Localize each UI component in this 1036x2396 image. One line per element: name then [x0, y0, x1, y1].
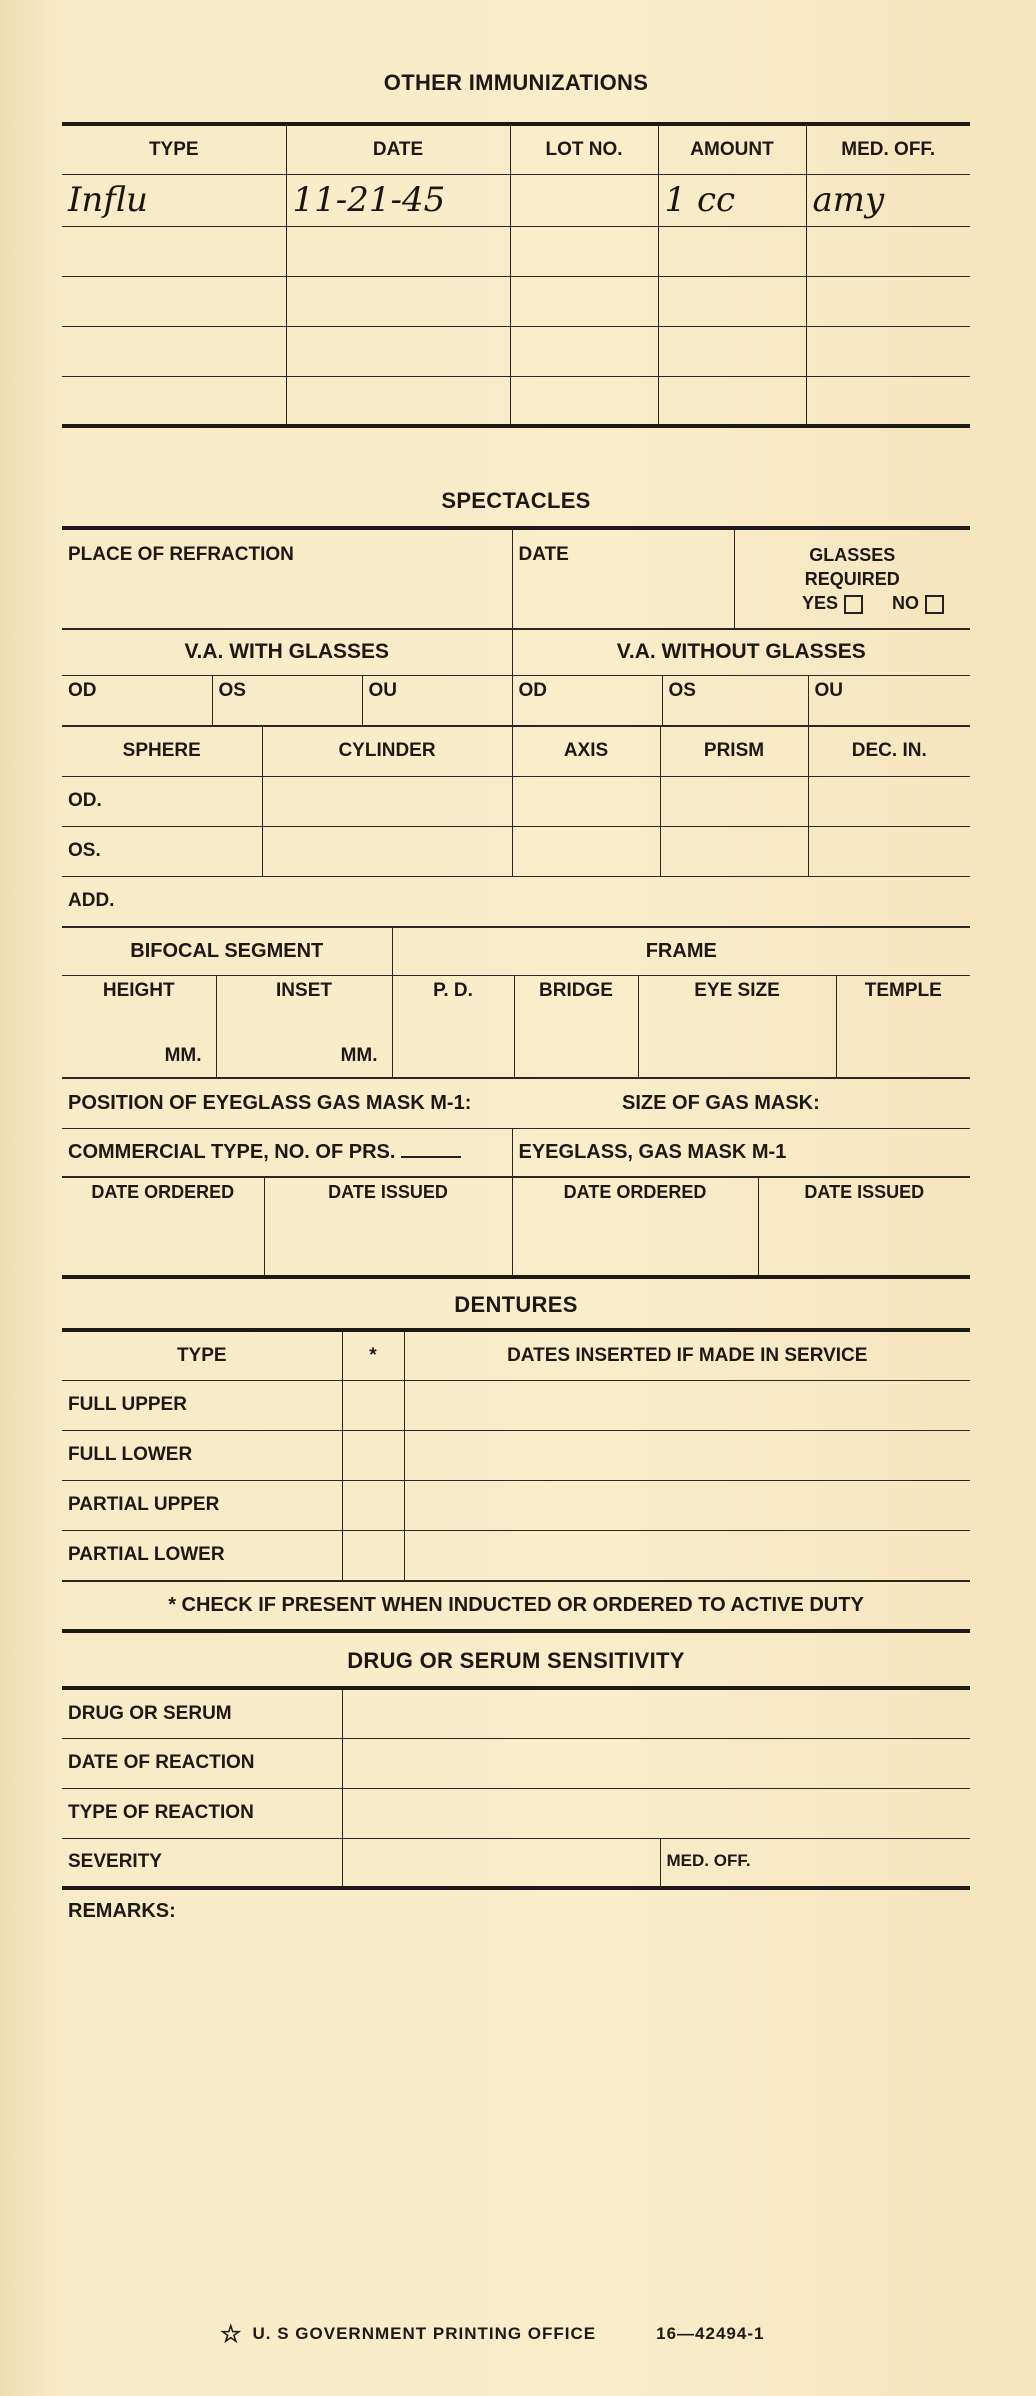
ou-label: OU: [814, 679, 844, 701]
imm-header-type: TYPE: [62, 124, 286, 174]
imm-cell[interactable]: [510, 226, 658, 276]
partial-upper-checkbox[interactable]: [342, 1480, 404, 1530]
os-prism-field[interactable]: [660, 826, 808, 876]
od-label: OD: [518, 679, 548, 701]
height-label: HEIGHT: [102, 979, 175, 1001]
imm-cell[interactable]: [62, 326, 286, 376]
commercial-date-ordered[interactable]: [62, 1177, 264, 1277]
ou-label: OU: [368, 679, 397, 701]
imm-cell[interactable]: [658, 226, 806, 276]
height-mm-label: MM.: [164, 1044, 202, 1066]
height-field[interactable]: [62, 975, 216, 1077]
imm-entry-amount[interactable]: 1 cc: [658, 174, 806, 226]
inset-mm-label: MM.: [340, 1044, 378, 1066]
sensitivity-title: DRUG OR SERUM SENSITIVITY: [347, 1648, 685, 1673]
imm-cell[interactable]: [62, 226, 286, 276]
os-row-label: OS.: [68, 840, 101, 861]
dentures-title: DENTURES: [454, 1292, 578, 1317]
imm-cell[interactable]: [806, 276, 970, 326]
dentures-table: [62, 1328, 970, 1633]
add-label: ADD.: [68, 890, 115, 911]
os-label: OS: [668, 679, 696, 701]
date-of-reaction-field[interactable]: [342, 1738, 970, 1788]
gas-mask-size-label: SIZE OF GAS MASK:: [622, 1091, 820, 1114]
commercial-date-issued[interactable]: [264, 1177, 512, 1277]
no-checkbox[interactable]: [925, 595, 944, 614]
bridge-label: BRIDGE: [539, 979, 613, 1001]
full-upper-date[interactable]: [404, 1380, 970, 1430]
imm-header-lot: LOT NO.: [510, 124, 658, 174]
full-upper-checkbox[interactable]: [342, 1380, 404, 1430]
sensitivity-med-off-field[interactable]: [660, 1838, 970, 1888]
place-of-refraction-label: PLACE OF REFRACTION: [68, 544, 294, 565]
cylinder-header: CYLINDER: [262, 726, 512, 776]
imm-entry-date[interactable]: 11-21-45: [286, 174, 510, 226]
temple-label: TEMPLE: [864, 979, 942, 1001]
imm-cell[interactable]: [806, 326, 970, 376]
sphere-header: SPHERE: [62, 726, 262, 776]
drug-or-serum-label: DRUG OR SERUM: [62, 1688, 342, 1738]
partial-lower-date[interactable]: [404, 1530, 970, 1580]
imm-cell[interactable]: [62, 376, 286, 426]
commercial-type-label: COMMERCIAL TYPE, NO. OF PRS.: [68, 1140, 396, 1163]
imm-cell[interactable]: [286, 376, 510, 426]
imm-cell[interactable]: [806, 376, 970, 426]
sensitivity-med-off-label: MED. OFF.: [666, 1850, 751, 1870]
imm-cell[interactable]: [658, 376, 806, 426]
va-without-glasses-header: V.A. WITHOUT GLASSES: [512, 629, 970, 675]
place-of-refraction-field[interactable]: [62, 528, 512, 628]
refraction-date-field[interactable]: [512, 528, 734, 628]
imm-cell[interactable]: [286, 326, 510, 376]
os-dec-field[interactable]: [808, 826, 970, 876]
va-with-glasses-header: V.A. WITH GLASSES: [62, 629, 512, 675]
date-ordered-label: DATE ORDERED: [563, 1181, 707, 1202]
imm-header-date: DATE: [286, 124, 510, 174]
date-ordered-label: DATE ORDERED: [91, 1181, 235, 1202]
gas-mask-position-field[interactable]: [62, 1078, 512, 1128]
eye-size-label: EYE SIZE: [694, 979, 780, 1001]
imm-cell[interactable]: [510, 276, 658, 326]
os-axis-field[interactable]: [512, 826, 660, 876]
imm-cell[interactable]: [806, 226, 970, 276]
immunizations-table: [62, 122, 970, 428]
bridge-field[interactable]: [514, 975, 638, 1077]
va-without-od[interactable]: [512, 675, 662, 725]
frame-header: FRAME: [392, 927, 970, 975]
imm-cell[interactable]: [510, 376, 658, 426]
printing-office-label: U. S GOVERNMENT PRINTING OFFICE: [252, 2323, 597, 2343]
glasses-required-box: [734, 528, 970, 628]
od-row-label: OD.: [68, 790, 102, 811]
od-label: OD: [68, 679, 97, 701]
type-of-reaction-field[interactable]: [342, 1788, 970, 1838]
imm-cell[interactable]: [286, 276, 510, 326]
mask-date-issued[interactable]: [758, 1177, 970, 1277]
full-lower-date[interactable]: [404, 1430, 970, 1480]
pd-label: P. D.: [433, 979, 473, 1001]
imm-entry-lot[interactable]: [510, 174, 658, 226]
imm-cell[interactable]: [510, 326, 658, 376]
full-lower-checkbox[interactable]: [342, 1430, 404, 1480]
footer: [220, 2320, 764, 2349]
dentures-type-header: TYPE: [62, 1330, 342, 1380]
partial-lower-label: PARTIAL LOWER: [62, 1530, 342, 1580]
remarks-label: REMARKS:: [68, 1900, 176, 1922]
imm-cell[interactable]: [62, 276, 286, 326]
full-upper-label: FULL UPPER: [62, 1380, 342, 1430]
type-of-reaction-label: TYPE OF REACTION: [62, 1788, 342, 1838]
dec-in-header: DEC. IN.: [808, 726, 970, 776]
sensitivity-table: [62, 1686, 970, 1890]
os-sphere-field[interactable]: [62, 826, 262, 876]
drug-or-serum-field[interactable]: [342, 1688, 970, 1738]
full-lower-label: FULL LOWER: [62, 1430, 342, 1480]
va-with-ou[interactable]: [362, 675, 512, 725]
mask-date-ordered[interactable]: [512, 1177, 758, 1277]
imm-header-med-off: MED. OFF.: [806, 124, 970, 174]
partial-upper-label: PARTIAL UPPER: [62, 1480, 342, 1530]
date-of-reaction-label: DATE OF REACTION: [62, 1738, 342, 1788]
commercial-type-field[interactable]: [62, 1128, 512, 1176]
no-label: NO: [892, 592, 919, 613]
immunizations-title: OTHER IMMUNIZATIONS: [383, 70, 649, 95]
eyeglass-gas-mask-label: EYEGLASS, GAS MASK M-1: [518, 1140, 787, 1163]
gas-mask-position-label: POSITION OF EYEGLASS GAS MASK M-1:: [68, 1091, 472, 1114]
inset-label: INSET: [276, 979, 332, 1001]
imm-header-amount: AMOUNT: [658, 124, 806, 174]
od-axis-field[interactable]: [512, 776, 660, 826]
od-cylinder-field[interactable]: [262, 776, 512, 826]
od-dec-field[interactable]: [808, 776, 970, 826]
os-label: OS: [218, 679, 246, 701]
pd-field[interactable]: [392, 975, 514, 1077]
spectacles-title: SPECTACLES: [441, 488, 591, 513]
date-issued-label: DATE ISSUED: [804, 1181, 925, 1202]
imm-cell[interactable]: [658, 276, 806, 326]
glasses-required-label: GLASSES REQUIRED: [804, 544, 900, 589]
yes-label: YES: [801, 592, 838, 613]
severity-field[interactable]: [342, 1838, 660, 1888]
va-with-od[interactable]: [62, 675, 212, 725]
os-cylinder-field[interactable]: [262, 826, 512, 876]
dentures-note: * CHECK IF PRESENT WHEN INDUCTED OR ORDERED TO ACTIVE DUTY: [62, 1581, 970, 1631]
bifocal-segment-header: BIFOCAL SEGMENT: [62, 927, 392, 975]
od-sphere-field[interactable]: [62, 776, 262, 826]
va-without-os[interactable]: [662, 675, 808, 725]
refraction-date-label: DATE: [518, 544, 569, 565]
va-with-os[interactable]: [212, 675, 362, 725]
remarks-field[interactable]: [62, 1930, 970, 2290]
od-prism-field[interactable]: [660, 776, 808, 826]
add-field[interactable]: [62, 876, 970, 926]
temple-field[interactable]: [836, 975, 970, 1077]
gas-mask-size-field[interactable]: [512, 1078, 970, 1128]
imm-entry-med-off[interactable]: amy: [806, 174, 970, 226]
inset-field[interactable]: [216, 975, 392, 1077]
eye-size-field[interactable]: [638, 975, 836, 1077]
axis-header: AXIS: [512, 726, 660, 776]
spectacles-top-table: [62, 526, 970, 1279]
star-icon: ☆: [220, 2321, 243, 2348]
dentures-star-header: *: [342, 1330, 404, 1380]
imm-cell[interactable]: [286, 226, 510, 276]
partial-upper-date[interactable]: [404, 1480, 970, 1530]
dates-inserted-header: DATES INSERTED IF MADE IN SERVICE: [404, 1330, 970, 1380]
form-number: 16—42494-1: [656, 2323, 765, 2343]
imm-entry-type[interactable]: Influ: [62, 174, 286, 226]
partial-lower-checkbox[interactable]: [342, 1530, 404, 1580]
yes-checkbox[interactable]: [844, 595, 863, 614]
date-issued-label: DATE ISSUED: [328, 1181, 448, 1202]
va-without-ou[interactable]: [808, 675, 970, 725]
imm-cell[interactable]: [658, 326, 806, 376]
severity-label: SEVERITY: [62, 1838, 342, 1888]
prism-header: PRISM: [660, 726, 808, 776]
eyeglass-gas-mask-field[interactable]: [512, 1128, 970, 1176]
